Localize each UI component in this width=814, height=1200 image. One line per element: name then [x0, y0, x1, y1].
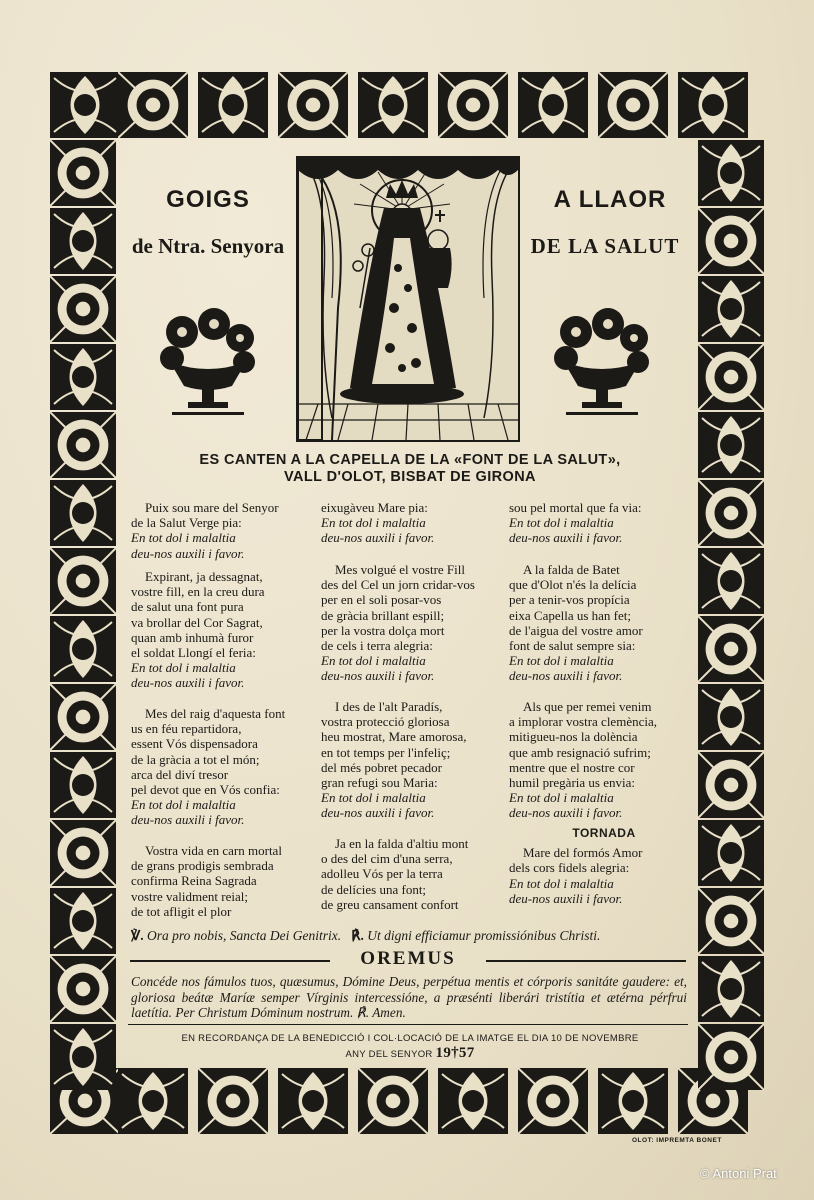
verse-line: a implorar vostra clemència, — [509, 714, 657, 730]
verse-line: humil pregària us envia: — [509, 775, 635, 791]
subheading-line-1: ES CANTEN A LA CAPELLA DE LA «FONT DE LA SALUT», — [199, 452, 621, 468]
verse-line: essent Vós dispensadora — [131, 736, 258, 752]
border-ornament — [50, 956, 116, 1022]
title-a-llaor: A LLAOR — [553, 186, 667, 213]
border-ornament — [50, 616, 116, 682]
printer-imprint: OLOT: IMPREMTA BONET — [632, 1137, 722, 1144]
border-ornament — [118, 1068, 188, 1134]
commemoration-line-2: ANY DEL SENYOR — [345, 1049, 433, 1060]
left-flower-vase-image — [152, 306, 264, 418]
border-ornament — [50, 684, 116, 750]
refrain-line: En tot dol i malaltia — [131, 530, 236, 546]
verse-line: de tot afligit el plor — [131, 903, 232, 919]
refrain-line: deu-nos auxili i favor. — [509, 668, 623, 684]
border-ornament — [698, 276, 764, 342]
refrain-line: En tot dol i malaltia — [509, 875, 614, 891]
border-ornament — [118, 72, 188, 138]
stanza — [321, 562, 475, 684]
border-ornament — [50, 140, 116, 206]
verse-line: que amb resignació sufrim; — [509, 744, 651, 760]
border-ornament — [598, 72, 668, 138]
title-de-la-salut: DE LA SALUT — [530, 234, 680, 258]
border-ornament — [278, 1068, 348, 1134]
verse-line: de salut una font pura — [131, 599, 244, 615]
oremus-heading: OREMUS — [360, 948, 456, 969]
verse-line: eixa Capella us han fet; — [509, 607, 632, 623]
refrain-line: En tot dol i malaltia — [509, 653, 614, 669]
verse-line: quan amb inhumà furor — [131, 629, 254, 645]
border-ornament — [698, 888, 764, 954]
verse-line: de cels i terra alegria: — [321, 638, 433, 654]
verse-line: Expirant, ja dessagnat, — [145, 569, 263, 584]
verse-line: font de salut sempre sia: — [509, 638, 636, 654]
verse-line: mitigueu-nos la dolència — [509, 729, 638, 745]
border-ornament — [50, 412, 116, 478]
border-ornament — [358, 1068, 428, 1134]
border-ornament — [358, 72, 428, 138]
verse-line: de grans prodigis sembrada — [131, 858, 274, 874]
border-ornament — [698, 344, 764, 410]
border-ornament — [50, 1024, 116, 1090]
refrain-line: En tot dol i malaltia — [509, 515, 614, 531]
refrain-line: deu-nos auxili i favor. — [321, 530, 435, 546]
verse-line: de delícies una font; — [321, 881, 427, 897]
stanza — [131, 500, 279, 561]
tornada-heading: TORNADA — [572, 826, 636, 840]
border-ornament — [438, 1068, 508, 1134]
refrain-line: deu-nos auxili i favor. — [131, 675, 245, 691]
border-ornament — [438, 72, 508, 138]
border-ornament — [50, 344, 116, 410]
refrain-line: deu-nos auxili i favor. — [131, 812, 245, 828]
right-flower-vase-image — [546, 306, 658, 418]
refrain-line: En tot dol i malaltia — [131, 660, 236, 676]
border-ornament — [50, 752, 116, 818]
verse-line: de la Salut Verge pia: — [131, 515, 242, 531]
refrain-line: En tot dol i malaltia — [321, 790, 426, 806]
stanza — [509, 699, 657, 821]
verse-line: de gràcia brillant espill; — [321, 607, 445, 623]
verse-line: vostra protecció gloriosa — [321, 714, 450, 730]
verse-line: per la vostra dolça mort — [321, 622, 445, 638]
refrain-line: En tot dol i malaltia — [131, 797, 236, 813]
verse-line: del més pobret pecador — [321, 759, 442, 775]
stanza — [509, 826, 679, 906]
verse-line: us en féu repartidora, — [131, 721, 242, 737]
verse-line: dels cors fidels alegria: — [509, 860, 630, 876]
virgin-woodcut-image — [296, 156, 520, 442]
refrain-line: deu-nos auxili i favor. — [131, 545, 245, 561]
stanza — [509, 562, 643, 684]
border-ornament — [198, 72, 268, 138]
refrain-line: deu-nos auxili i favor. — [509, 530, 623, 546]
verse-line: que d'Olot n'és la delícia — [509, 577, 637, 593]
versicle-line — [131, 928, 691, 944]
verse-line: gran refugi sou Maria: — [321, 775, 438, 791]
verse-line: adolleu Vós per la terra — [321, 866, 443, 882]
border-ornament — [698, 616, 764, 682]
verse-line: de l'aigua del vostre amor — [509, 622, 643, 638]
refrain-line: deu-nos auxili i favor. — [321, 805, 435, 821]
border-ornament — [698, 208, 764, 274]
verse-line: confirma Reina Sagrada — [131, 873, 257, 889]
verse-line: vostre validment reial; — [131, 888, 248, 904]
border-ornament — [50, 820, 116, 886]
verse-line: de la gràcia a tot el món; — [131, 751, 260, 767]
verse-line: A la falda de Batet — [523, 562, 620, 577]
footer-rule — [128, 1024, 688, 1025]
verse-line: arca del diví tresor — [131, 766, 229, 782]
border-ornament — [50, 548, 116, 614]
refrain-line: En tot dol i malaltia — [321, 515, 426, 531]
border-ornament — [278, 72, 348, 138]
stanza — [131, 706, 285, 828]
verse-line: per en el soli posar-vos — [321, 592, 442, 608]
border-ornament — [518, 72, 588, 138]
verse-line: I des de l'alt Paradís, — [335, 699, 443, 714]
verse-line: mentre que el nostre cor — [509, 759, 635, 775]
border-ornament — [678, 72, 748, 138]
title-goigs: GOIGS — [166, 186, 250, 213]
border-ornament — [518, 1068, 588, 1134]
stanza — [321, 836, 468, 912]
stanza — [321, 500, 434, 546]
verse-line: Als que per remei venim — [523, 699, 652, 714]
border-ornament — [698, 412, 764, 478]
verse-line: vostre fill, en la creu dura — [131, 584, 265, 600]
versicle-v-text: Ora pro nobis, Sancta Dei Genitrix. — [147, 928, 342, 943]
copyright-watermark: © Antoni Prat — [700, 1166, 777, 1181]
verse-line: el soldat Llongí el feria: — [131, 645, 256, 661]
verse-line: va brollar del Cor Sagrat, — [131, 614, 263, 630]
versicle-r-mark: ℟. — [351, 928, 364, 943]
verse-line: Mes volgué el vostre Fill — [335, 562, 465, 577]
stanza — [131, 843, 282, 919]
stanza — [321, 699, 466, 821]
verse-line: pel devot que en Vós confia: — [131, 782, 280, 798]
verse-line: Ja en la falda d'altiu mont — [335, 836, 469, 851]
border-ornament — [698, 548, 764, 614]
border-ornament — [698, 820, 764, 886]
verse-line: Puix sou mare del Senyor — [145, 500, 279, 515]
border-ornament — [698, 480, 764, 546]
stanza — [509, 500, 642, 546]
verse-line: Mes del raig d'aquesta font — [145, 706, 286, 721]
border-ornament — [50, 480, 116, 546]
border-ornament — [50, 72, 120, 138]
verse-line: des del Cel un jorn cridar-vos — [321, 577, 475, 593]
verse-line: sou pel mortal que fa via: — [509, 500, 642, 515]
title-ntra-senyora: de Ntra. Senyora — [131, 234, 285, 258]
refrain-line: En tot dol i malaltia — [509, 790, 614, 806]
refrain-line: En tot dol i malaltia — [321, 653, 426, 669]
border-ornament — [198, 1068, 268, 1134]
border-ornament — [698, 752, 764, 818]
verse-line: Mare del formós Amor — [523, 845, 643, 861]
verse-line: o des del cim d'una serra, — [321, 851, 453, 867]
border-ornament — [698, 140, 764, 206]
commemoration-note — [130, 1031, 690, 1062]
verse-line: de greu cansament confort — [321, 896, 459, 912]
border-ornament — [50, 276, 116, 342]
border-ornament — [698, 684, 764, 750]
verse-line: en tot temps per l'infeliç; — [321, 744, 451, 760]
refrain-line: deu-nos auxili i favor. — [509, 890, 623, 906]
verse-line: eixugàveu Mare pia: — [321, 500, 428, 515]
verse-line: per a tenir-vos propícia — [509, 592, 630, 608]
verse-line: heu mostrat, Mare amorosa, — [321, 729, 467, 745]
border-ornament — [50, 888, 116, 954]
subheading-line-2: VALL D'OLOT, BISBAT DE GIRONA — [284, 469, 536, 485]
refrain-line: deu-nos auxili i favor. — [321, 668, 435, 684]
refrain-line: deu-nos auxili i favor. — [509, 805, 623, 821]
border-ornament — [698, 956, 764, 1022]
commemoration-line-1: EN RECORDANÇA DE LA BENEDICCIÓ I COL·LOCACIÓ DE LA IMATGE EL DIA 10 DE NOVEMBRE — [181, 1033, 639, 1044]
verse-line: Vostra vida en carn mortal — [145, 843, 282, 858]
border-ornament — [598, 1068, 668, 1134]
versicle-v-mark: ℣. — [131, 928, 144, 943]
border-ornament — [698, 1024, 764, 1090]
border-ornament — [50, 208, 116, 274]
commemoration-year: 19†57 — [435, 1045, 475, 1061]
stanza — [131, 569, 265, 691]
prayer-text: Concéde nos fámulos tuos, quæsumus, Dómine Deus, perpétua mentis et córporis sanitáte gaudere: et, gloriosa beátæ Maríæ semper Vírginis intercessióne, a præsénti liberári tristítia et ætérna pérfrui laetítia. Per Christum Dóminum nostrum. ℟. Amen. — [131, 974, 687, 1021]
versicle-r-text: Ut digni efficiamur promissiónibus Christi. — [367, 928, 601, 943]
